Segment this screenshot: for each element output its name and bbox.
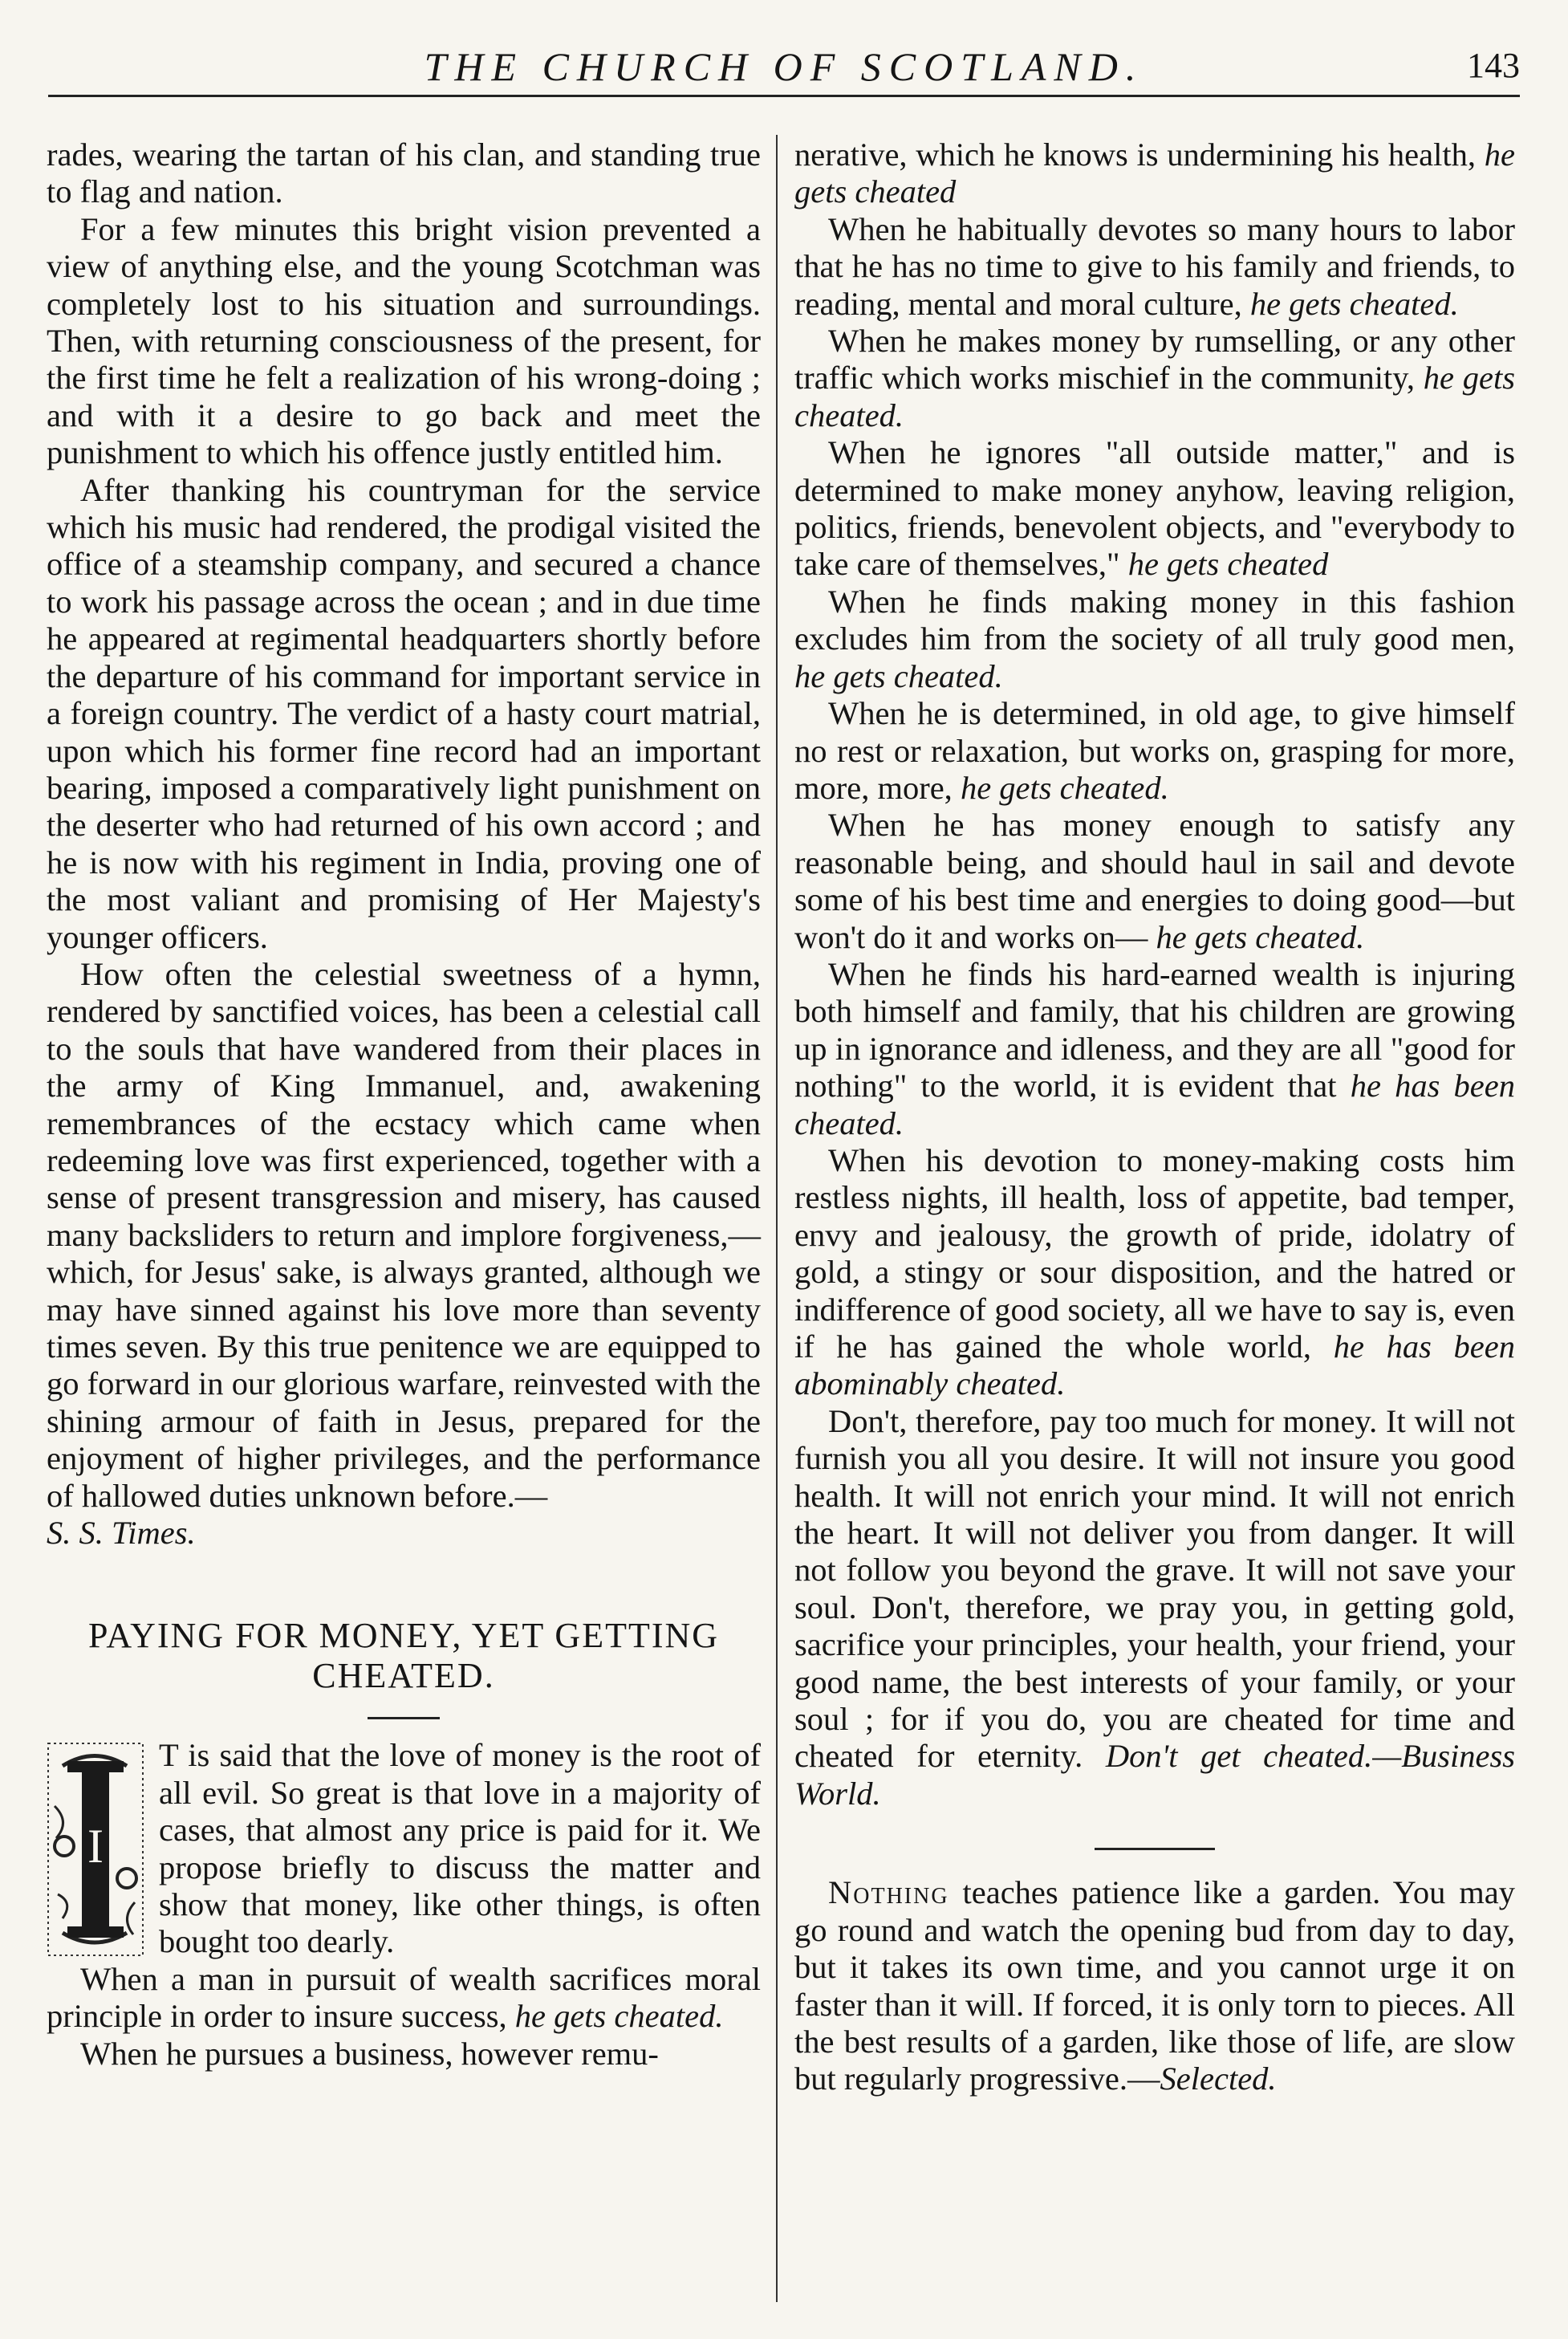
article-separator [1095, 1848, 1215, 1850]
paragraph-text: teaches patience like a garden. You may go round and watch the opening bud from day to day, but it takes its own time, and you cannot urge it on faster than it will. If forced, it is only torn to pieces. All the best results of a garden, like those of life, are slow but regularly progressive.— [794, 1874, 1516, 2097]
emphasis: he has been abominably cheated. [794, 1328, 1515, 1402]
column-divider [776, 135, 778, 2302]
paragraph-text: nerative, which he knows is undermining his health, [794, 136, 1477, 173]
paragraph-text: When a man in pursuit of wealth sacrifices moral principle in order to insure success, [47, 1960, 761, 2035]
paragraph: For a few minutes this bright vision prevented a view of anything else, and the young Scotchman was completely lost to his situation and surroundings. Then, with returning consciousness of the present, for the first time he felt a realization of his wrong-doing ; and with it a desire to go back and meet the punishment to which his offence justly entitled him. [47, 210, 761, 471]
paragraph [794, 1403, 1515, 1812]
paragraph [794, 211, 1515, 323]
emphasis: he gets cheated. [794, 360, 1516, 433]
paragraph [794, 323, 1515, 434]
paragraph [794, 434, 1515, 584]
paragraph [47, 1737, 761, 1960]
paragraph [794, 584, 1515, 695]
emphasis: he gets cheated. [514, 1998, 724, 2035]
ornamental-dropcap [47, 1742, 144, 1957]
paragraph: After thanking his countryman for the service which his music had rendered, the prodigal visited the office of a steamship company, and secured a chance to work his passage across the ocean ; and in due time he appeared at regimental headquarters shortly before the departure of his command for important service in a foreign country. The verdict of a hasty court matrial, upon which his former fine record had an important bearing, imposed a comparatively light punishment on the deserter who had returned of his own accord ; and he is now with his regiment in India, proving one of the most valiant and promising of Her Majesty's younger officers. [47, 471, 761, 955]
emphasis: he gets cheated. [1249, 285, 1459, 322]
right-column [794, 136, 1515, 2098]
paragraph-text: How often the celestial sweetness of a hymn, rendered by sanctified voices, has been a celestial call to the souls that have wandered from their places in the army of King Immanuel, and, awakening remembrances of the ecstacy which came when redeeming love was first experienced, together with a sense of present transgression and misery, has caused many backsliders to return and implore forgiveness,—which, for Jesus' sake, is always granted, although we may have sinned against his love more than seventy times seven. By this true penitence we are equipped to go forward in our glorious warfare, reinvested with the shining armour of faith in Jesus, prepared for the enjoyment of higher privileges, and the performance of hallowed duties unknown before.— [47, 955, 761, 1514]
paragraph-text: When he finds making money in this fashion excludes him from the society of all truly good men, [794, 583, 1515, 657]
emphasis: he gets cheated. [1156, 918, 1365, 955]
paragraph [794, 1874, 1515, 2097]
paragraph-text: When he habitually devotes so many hours to labor that he has no time to give to his family and friends, to reading, mental and moral culture, [794, 210, 1515, 322]
source-citation: S. S. Times. [47, 1515, 196, 1552]
left-column [47, 136, 761, 2073]
paragraph-text: When he is determined, in old age, to give himself no rest or relaxation, but works on, grasping for more, more, more, [794, 695, 1515, 806]
paragraph-text: When he finds his hard-earned wealth is injuring both himself and family, that his children are growing up in ignorance and idleness, and they are all "good for nothing" to the world, it is evident that [794, 955, 1515, 1104]
paragraph-text: When he ignores "all outside matter," and is determined to make money anyhow, leaving religion, politics, friends, benevolent objects, and "everybody to take care of themselves," [794, 434, 1515, 583]
emphasis: he gets cheated [794, 136, 1515, 210]
paragraph-text: T is said that the love of money is the root of all evil. So great is that love in a majority of cases, that almost any price is paid for it. We propose briefly to discuss the matter and show that money, like other things, is often bought too dearly. [159, 1737, 761, 1960]
paragraph [794, 695, 1515, 807]
emphasis: Don't get cheated.—Business World. [794, 1738, 1515, 1812]
page-header [48, 39, 1520, 97]
title-rule [368, 1717, 440, 1719]
paragraph [794, 807, 1515, 956]
paragraph-text: Don't, therefore, pay too much for money. It will not furnish you all you desire. It will not insure you good health. It will not enrich your mind. It will not enrich the heart. It will not deliver you from danger. It will not follow you beyond the grave. It will not save your soul. Don't, therefore, we pray you, in getting gold, sacrifice your principles, your health, your friend, your good name, the best interests of your family, or your soul ; for if you do, you are cheated for time and cheated for eternity. [794, 1402, 1515, 1775]
paragraph [794, 956, 1515, 1142]
page-number: 143 [1467, 46, 1520, 85]
emphasis: he gets cheated [1127, 546, 1329, 583]
paragraph [794, 136, 1515, 211]
emphasis: he gets cheated. [960, 769, 1169, 806]
paragraph: When he pursues a business, however remu- [80, 2035, 659, 2072]
article-title: PAYING FOR MONEY, YET GETTING CHEATED. [87, 1616, 720, 1696]
paragraph [47, 1961, 761, 2036]
paragraph-text: When he makes money by rumselling, or any other traffic which works mischief in the community, [794, 323, 1515, 397]
dropcap-letter-icon [47, 1742, 144, 1957]
emphasis: he has been cheated. [794, 1068, 1515, 1141]
paragraph [794, 1142, 1515, 1403]
emphasis: he gets cheated. [794, 657, 1003, 694]
lead-word: Nothing [828, 1874, 949, 1911]
source-citation: Selected. [1160, 2060, 1277, 2097]
paragraph-text: When he has money enough to satisfy any reasonable being, and should haul in sail and devote some of his best time and energies to doing good—but won't do it and works on— [794, 807, 1515, 955]
paragraph: rades, wearing the tartan of his clan, and standing true to flag and nation. [47, 136, 761, 210]
paragraph-text: When his devotion to money-making costs him restless nights, ill health, loss of appetite, bad temper, envy and jealousy, the growth of pride, idolatry of gold, a stingy or sour disposition, and the hatred or indifference of good society, all we have to say is, even if he has gained the whole world, [794, 1141, 1515, 1365]
paragraph [47, 956, 761, 1552]
dropcap-glyph: I [87, 1820, 104, 1873]
running-title: THE CHURCH OF SCOTLAND. [424, 44, 1144, 89]
